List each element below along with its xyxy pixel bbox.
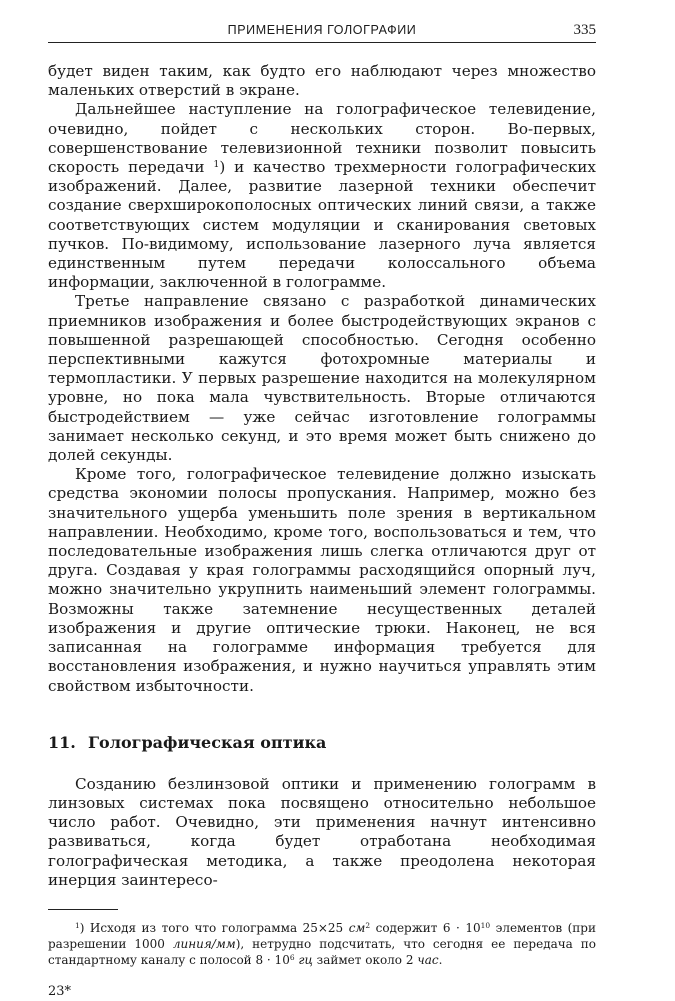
footnote-text: займет около 2 xyxy=(312,953,418,968)
page-number: 335 xyxy=(573,22,596,38)
paragraph-third-direction: Третье направление связано с разработкой динамических приемников изображения и более быстродействующих экранов с повышенной разрешающей способностью. Сегодня особенно перспективными кажутся фотохромные материалы и термопластики. У первых разрешение находится на молекулярном уровне, но пока мала чувствительность. Вторые отличаются быстродействием — уже сейчас изготовление голограммы занимает несколько секунд, и это время может быть снижено до долей секунды. xyxy=(48,292,596,465)
footnote-reference: 1 xyxy=(213,158,220,170)
footnote-exponent: 6 xyxy=(289,953,295,963)
paragraph-holographic-tv xyxy=(48,100,596,292)
footnote-divider xyxy=(48,909,118,910)
page-body xyxy=(48,62,596,1001)
footnote-text: . xyxy=(438,953,443,968)
paragraph-lensless-optics: Созданию безлинзовой оптики и применению голограмм в линзовых системах пока посвящено относительно небольшое число работ. Очевидно, эти применения начнут интенсивно развиваться, когда будет отработана необходимая голографическая методика, а также преодолена некоторая инерция заинтересо- xyxy=(48,774,596,889)
footnote-text: элементов (при разрешении 1000 xyxy=(48,920,596,952)
section-heading xyxy=(48,733,596,753)
running-header xyxy=(48,22,596,43)
footnote-marker: 1 xyxy=(75,920,80,930)
footnote xyxy=(48,920,596,969)
paragraph-continued: будет виден таким, как будто его наблюдают через множество маленьких отверстий в экране. xyxy=(48,62,596,100)
section-number: 11. xyxy=(48,732,76,752)
running-title: ПРИМЕНЕНИЯ ГОЛОГРАФИИ xyxy=(227,23,417,37)
footnote-unit: линия/мм xyxy=(172,937,236,952)
footnote-unit: гц xyxy=(298,953,313,968)
footnote-exponent: 2 xyxy=(365,920,371,930)
footnote-unit: см xyxy=(348,920,366,935)
paragraph-text: ) и качество трехмерности голографических изображений. Далее, развитие лазерной техники обеспечит создание сверхширокополосных оптических линий связи, а также соответствующих систем модуляции и сканирования световых пучков. По-видимому, использование лазерного луча является единственным путем передачи колоссального объема информации, заключенной в голограмме. xyxy=(48,158,596,292)
footnote-text: ), нетрудно подсчитать, что сегодня ее передача по стандартному каналу с полосой 8 · 10 xyxy=(48,937,596,968)
footnote-exponent: 10 xyxy=(480,920,491,930)
paragraph-bandwidth: Кроме того, голографическое телевидение должно изыскать средства экономии полосы пропускания. Например, можно без значительного ущерба уменьшить поле зрения в вертикальном направлении. Необходимо, кроме того, воспользоваться и тем, что последовательные изображения лишь слегка отличаются друг от друга. Создавая у края голограммы расходящийся опорный луч, можно значительно укрупнить наименьший элемент голограммы. Возможны также затемнение несущественных деталей изображения и другие оптические трюки. Наконец, не вся записанная на голограмме информация требуется для восстановления изображения, и нужно научиться управлять этим свойством избыточности. xyxy=(48,465,596,695)
footnote-text: содержит 6 · 10 xyxy=(370,920,481,935)
paragraph-text: Дальнейшее наступление на голографическое телевидение, очевидно, пойдет с нескольких сторон. Во-первых, совершенствование телевизионной техники позволит повысить скорость передачи xyxy=(48,100,596,177)
footnote-text: ) Исходя из того что голограмма 25×25 xyxy=(79,920,349,935)
section-title: Голографическая оптика xyxy=(88,732,327,752)
footnote-unit: час xyxy=(417,953,439,968)
signature-mark: 23* xyxy=(48,983,72,999)
